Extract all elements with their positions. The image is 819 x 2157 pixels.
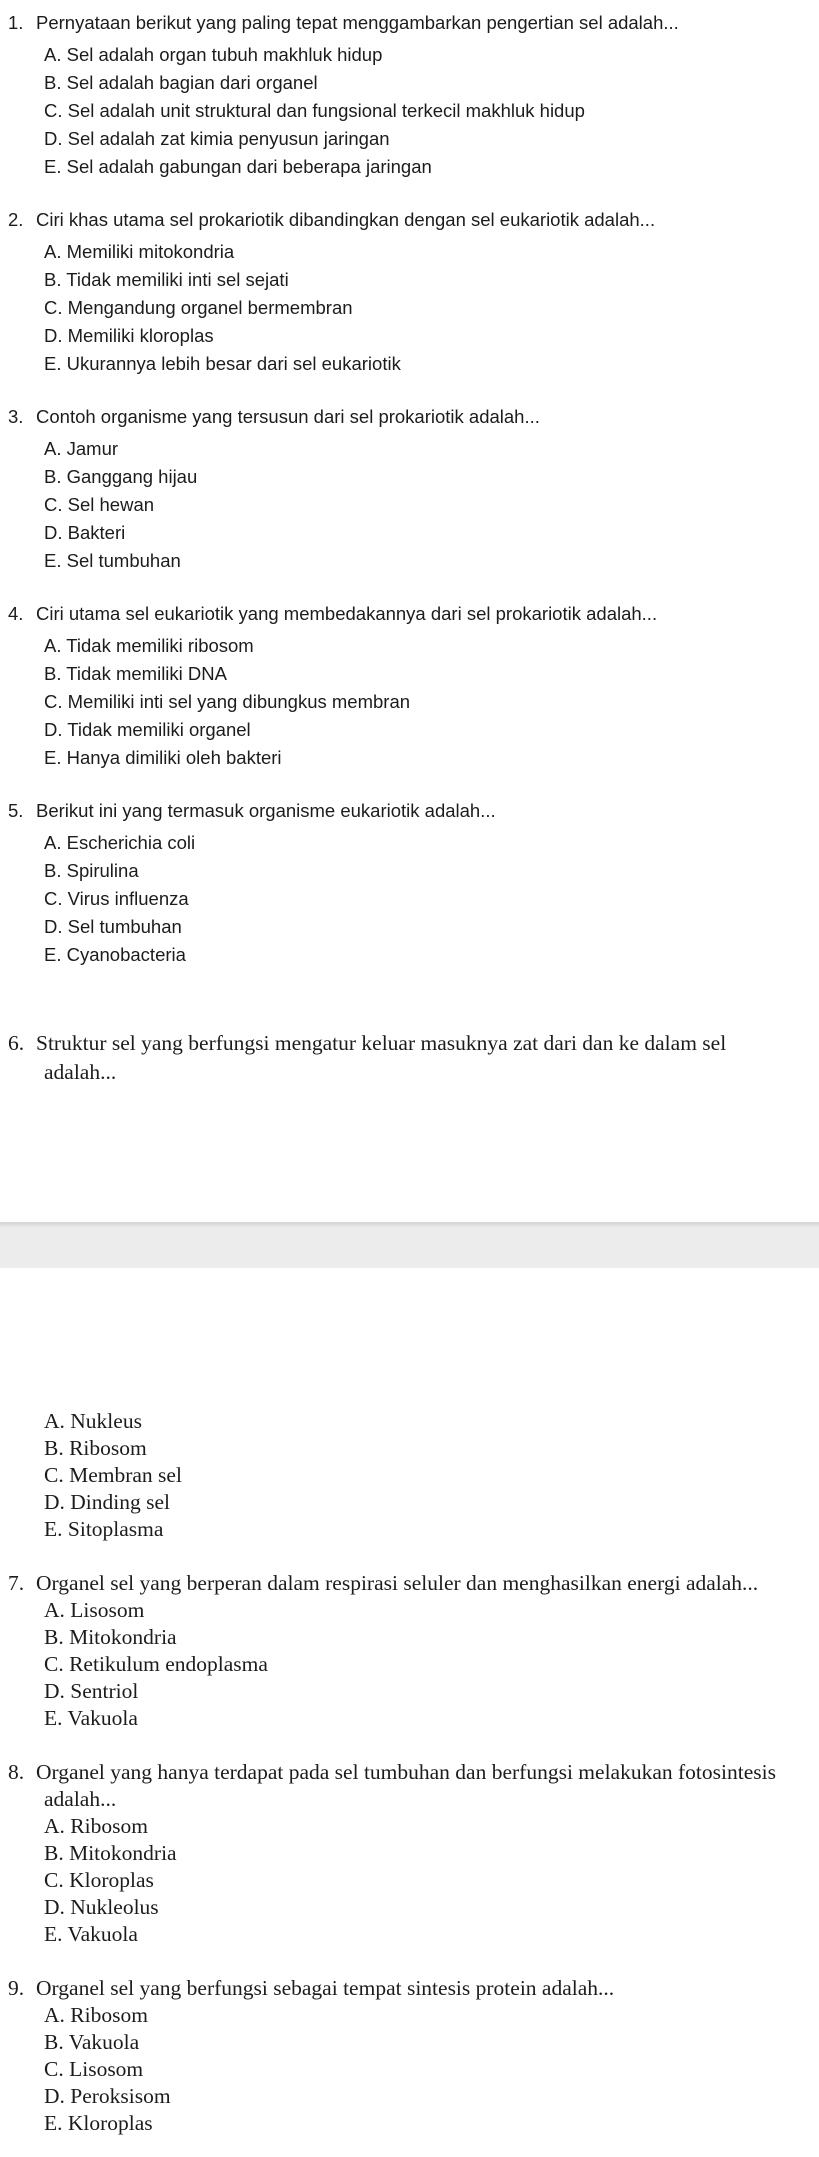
option-e: E. Hanya dimiliki oleh bakteri <box>44 747 282 768</box>
option-d: D. Tidak memiliki organel <box>44 719 251 740</box>
option-c: C. Kloroplas <box>44 1868 154 1892</box>
option-a: A. Escherichia coli <box>44 832 196 853</box>
question-text: Organel sel yang berfungsi sebagai tempat sintesis protein adalah... <box>36 1976 615 2000</box>
option-e: E. Sitoplasma <box>44 1517 164 1541</box>
option-b: B. Ribosom <box>44 1436 147 1460</box>
question-text: Contoh organisme yang tersusun dari sel prokariotik adalah... <box>36 406 540 427</box>
option-b: B. Tidak memiliki DNA <box>44 663 227 684</box>
option-d: D. Dinding sel <box>44 1490 171 1514</box>
question-8-stem <box>8 1760 776 1785</box>
option-a: A. Ribosom <box>44 1814 148 1838</box>
option-c: C. Sel hewan <box>44 494 155 515</box>
option-b: B. Spirulina <box>44 860 139 881</box>
option-b: B. Mitokondria <box>44 1841 177 1865</box>
question-number: 7. <box>8 1571 25 1595</box>
question-4-stem <box>8 603 657 625</box>
question-number: 3. <box>8 406 24 427</box>
question-number: 2. <box>8 209 24 230</box>
option-e: E. Sel adalah gabungan dari beberapa jaringan <box>44 156 432 177</box>
option-d: D. Bakteri <box>44 522 126 543</box>
option-c: C. Lisosom <box>44 2057 144 2081</box>
option-d: D. Sel adalah zat kimia penyusun jaringan <box>44 128 390 149</box>
option-b: B. Tidak memiliki inti sel sejati <box>44 269 289 290</box>
question-5-stem <box>8 800 496 822</box>
question-text: Ciri utama sel eukariotik yang membedakannya dari sel prokariotik adalah... <box>36 603 658 624</box>
question-7-stem <box>8 1571 758 1596</box>
option-c: C. Membran sel <box>44 1463 182 1487</box>
question-text: Pernyataan berikut yang paling tepat menggambarkan pengertian sel adalah... <box>36 12 679 33</box>
option-d: D. Sel tumbuhan <box>44 916 182 937</box>
option-a: A. Jamur <box>44 438 119 459</box>
question-text: Berikut ini yang termasuk organisme eukariotik adalah... <box>36 800 496 821</box>
option-c: C. Memiliki inti sel yang dibungkus membran <box>44 691 411 712</box>
option-c: C. Mengandung organel bermembran <box>44 297 353 318</box>
question-text: Ciri khas utama sel prokariotik dibandingkan dengan sel eukariotik adalah... <box>36 209 656 230</box>
option-d: D. Sentriol <box>44 1679 139 1703</box>
option-e: E. Kloroplas <box>44 2111 153 2135</box>
question-6-stem <box>8 1031 726 1056</box>
page-break-separator <box>0 1228 819 1268</box>
option-b: B. Vakuola <box>44 2030 140 2054</box>
option-c: C. Retikulum endoplasma <box>44 1652 268 1676</box>
question-9-stem <box>8 1976 614 2001</box>
question-2-stem <box>8 209 655 231</box>
question-text-line-1: Organel yang hanya terdapat pada sel tumbuhan dan berfungsi melakukan fotosintesis <box>36 1760 776 1784</box>
question-number: 6. <box>8 1031 25 1055</box>
option-a: A. Tidak memiliki ribosom <box>44 635 254 656</box>
question-text: Organel sel yang berperan dalam respirasi seluler dan menghasilkan energi adalah... <box>36 1571 759 1595</box>
option-e: E. Cyanobacteria <box>44 944 186 965</box>
option-b: B. Sel adalah bagian dari organel <box>44 72 318 93</box>
question-text-line-2: adalah... <box>44 1787 117 1811</box>
option-a: A. Ribosom <box>44 2003 148 2027</box>
option-a: A. Memiliki mitokondria <box>44 241 235 262</box>
option-d: D. Peroksisom <box>44 2084 171 2108</box>
option-b: B. Ganggang hijau <box>44 466 198 487</box>
option-c: C. Virus influenza <box>44 888 189 909</box>
option-b: B. Mitokondria <box>44 1625 177 1649</box>
option-c: C. Sel adalah unit struktural dan fungsional terkecil makhluk hidup <box>44 100 585 121</box>
question-number: 5. <box>8 800 24 821</box>
option-e: E. Vakuola <box>44 1706 138 1730</box>
option-a: A. Sel adalah organ tubuh makhluk hidup <box>44 44 383 65</box>
question-number: 1. <box>8 12 24 33</box>
question-number: 8. <box>8 1760 25 1784</box>
question-number: 4. <box>8 603 24 624</box>
option-d: D. Nukleolus <box>44 1895 159 1919</box>
option-a: A. Nukleus <box>44 1409 142 1433</box>
option-e: E. Sel tumbuhan <box>44 550 181 571</box>
option-e: E. Ukurannya lebih besar dari sel eukariotik <box>44 353 401 374</box>
question-number: 9. <box>8 1976 25 2000</box>
question-text-line-1: Struktur sel yang berfungsi mengatur keluar masuknya zat dari dan ke dalam sel <box>36 1031 727 1055</box>
option-d: D. Memiliki kloroplas <box>44 325 214 346</box>
option-a: A. Lisosom <box>44 1598 145 1622</box>
question-1-stem <box>8 12 679 34</box>
question-text-line-2: adalah... <box>44 1060 117 1084</box>
option-e: E. Vakuola <box>44 1922 138 1946</box>
question-3-stem <box>8 406 540 428</box>
